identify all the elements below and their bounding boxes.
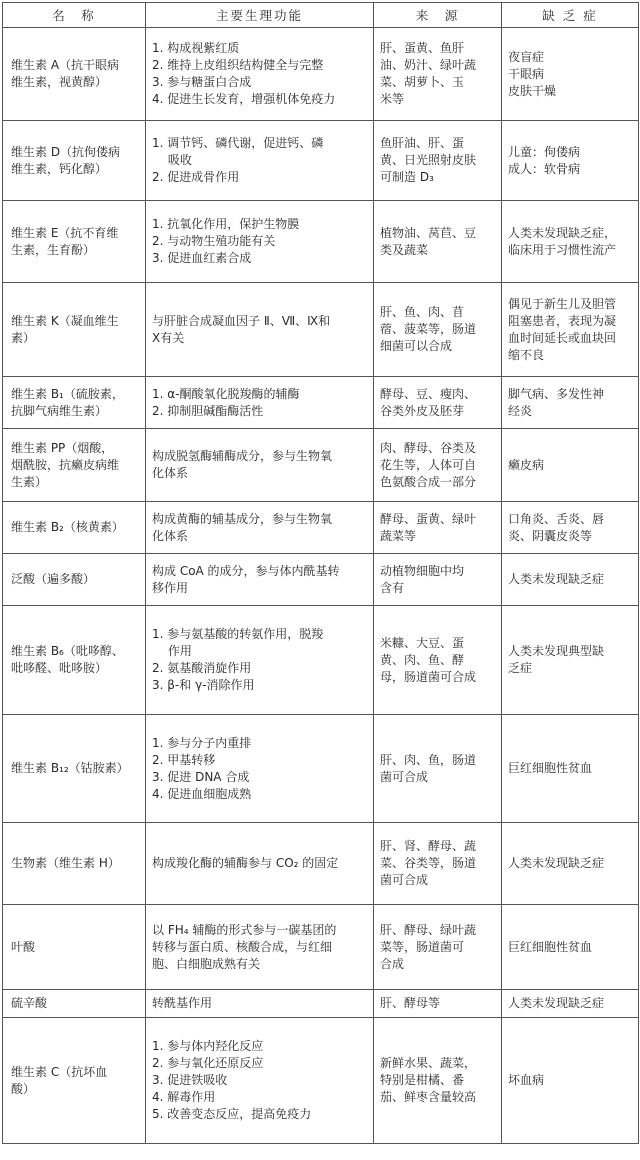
source-cell-line: 类及蔬菜 (380, 242, 429, 257)
function-cell-line: 1. 构成视紫红质 (152, 41, 240, 55)
source-cell (374, 28, 502, 121)
function-cell-line: 3. β-和 γ-消除作用 (152, 678, 255, 692)
source-cell-line: 肝、肉、鱼，肠道 (380, 752, 477, 767)
vitamin-name-line: 泛酸（遍多酸） (11, 572, 96, 586)
deficiency-cell (502, 283, 639, 377)
function-cell (146, 121, 374, 201)
function-cell-line: 2. 氨基酸消旋作用 (152, 661, 252, 675)
deficiency-cell-line: 脚气病、多发性神 (508, 386, 605, 401)
source-cell (374, 905, 502, 990)
function-cell-line: 转酰基作用 (152, 996, 213, 1010)
source-cell (374, 283, 502, 377)
table-row (3, 715, 639, 823)
deficiency-cell-line: 血时间延长或血块回 (508, 330, 617, 345)
source-cell (374, 554, 502, 606)
function-cell (146, 201, 374, 283)
table-row (3, 1018, 639, 1144)
source-cell-line: 菌可合成 (380, 873, 429, 887)
vitamin-name (3, 1018, 146, 1144)
vitamin-name-line: 硫辛酸 (11, 996, 48, 1010)
deficiency-cell-line: 经炎 (508, 403, 533, 418)
source-cell-line: 菜、胡萝卜、玉 (380, 75, 465, 89)
function-cell-line: 2. 参与氧化还原反应 (152, 1056, 264, 1070)
header-row (3, 3, 639, 28)
function-cell (146, 823, 374, 905)
function-cell-line: 转移与蛋白质、核酸合成，与红细 (152, 939, 333, 954)
function-cell-line: 1. 调节钙、磷代谢，促进钙、磷 (152, 136, 324, 150)
function-cell (146, 28, 374, 121)
header-deficiency: 缺 乏 症 (502, 3, 639, 28)
deficiency-cell (502, 990, 639, 1018)
vitamin-name-line: 维生素 B₆（吡哆醇、 (11, 644, 124, 658)
table-row (3, 283, 639, 377)
function-cell-line: 5. 改善变态反应，提高免疫力 (152, 1107, 312, 1121)
source-cell-line: 肝、鱼、肉、苜 (380, 305, 465, 319)
function-cell-line: 以 FH₄ 辅酶的形式参与一碳基团的 (152, 922, 337, 937)
source-cell-line: 油、奶汁、绿叶蔬 (380, 58, 477, 72)
deficiency-cell-line: 巨红细胞性贫血 (508, 939, 593, 954)
source-cell (374, 377, 502, 429)
function-cell-line: 3. 参与糖蛋白合成 (152, 75, 252, 89)
function-cell-line: 4. 解毒作用 (152, 1090, 216, 1104)
vitamin-name-line: 维生素 B₁₂（钴胺素） (11, 761, 129, 775)
function-cell-line: 与肝脏合成凝血因子 Ⅱ、Ⅶ、Ⅸ和 (152, 313, 331, 328)
deficiency-cell-line: 临床用于习惯性流产 (508, 242, 617, 257)
deficiency-cell (502, 201, 639, 283)
source-cell-line: 谷类外皮及胚芽 (380, 403, 465, 418)
vitamin-name (3, 823, 146, 905)
function-cell-line: 1. 抗氧化作用，保护生物膜 (152, 217, 300, 231)
table-body (3, 28, 639, 1144)
deficiency-cell-line: 人类未发现缺乏症 (508, 856, 605, 870)
table-row (3, 28, 639, 121)
deficiency-cell (502, 1018, 639, 1144)
function-cell (146, 715, 374, 823)
function-cell-line: 3. 促进 DNA 合成 (152, 769, 250, 784)
header-name: 名 称 (3, 3, 146, 28)
function-cell-line: 化体系 (152, 528, 189, 543)
function-cell (146, 554, 374, 606)
source-cell (374, 606, 502, 715)
deficiency-cell-line: 人类未发现缺乏症 (508, 572, 605, 586)
function-cell-line: 1. 参与氨基酸的转氨作用，脱羧 (152, 627, 324, 641)
vitamin-name (3, 554, 146, 606)
vitamin-name-line: 维生素 B₂（核黄素） (11, 520, 124, 534)
source-cell-line: 黄、日光照射皮肤 (380, 153, 477, 167)
vitamin-name (3, 905, 146, 990)
vitamin-name (3, 28, 146, 121)
vitamin-name-line: 维生素 E（抗不育维 (11, 225, 119, 240)
source-cell-line: 肝、蛋黄、鱼肝 (380, 41, 465, 55)
vitamin-name (3, 429, 146, 502)
deficiency-cell-line: 人类未发现缺乏症， (508, 225, 617, 240)
function-cell-line: 1. α-酮酸氧化脱羧酶的辅酶 (152, 386, 300, 401)
table-row (3, 905, 639, 990)
source-cell-line: 蔬菜等 (380, 528, 417, 543)
deficiency-cell-line: 乏症 (508, 661, 533, 675)
deficiency-cell-line: 阻塞患者，表现为凝 (508, 313, 617, 328)
source-cell-line: 茄、鲜枣含量较高 (380, 1090, 477, 1104)
function-cell (146, 502, 374, 554)
vitamin-name (3, 201, 146, 283)
vitamin-name (3, 502, 146, 554)
function-cell-line: 2. 维持上皮组织结构健全与完整 (152, 58, 324, 72)
vitamin-table (2, 2, 639, 1144)
source-cell-line: 酵母、豆、瘦肉、 (380, 386, 477, 401)
vitamin-name-line: 维生素 K（凝血维生 (11, 313, 119, 328)
vitamin-name (3, 715, 146, 823)
deficiency-cell-line: 炎、阴囊皮炎等 (508, 528, 593, 543)
deficiency-cell (502, 377, 639, 429)
table-row (3, 121, 639, 201)
table-row (3, 823, 639, 905)
vitamin-name-line: 叶酸 (11, 939, 36, 954)
function-cell-line: 构成脱氢酶辅酶成分，参与生物氧 (152, 449, 333, 463)
source-cell-line: 菜等，肠道菌可 (380, 939, 465, 954)
vitamin-name-line: 维生素，钙化醇） (11, 161, 108, 176)
vitamin-name-line: 维生素 PP（烟酸， (11, 440, 114, 455)
source-cell-line: 特别是柑橘、番 (380, 1073, 465, 1087)
function-cell (146, 283, 374, 377)
source-cell-line: 菜、谷类等，肠道 (380, 856, 477, 870)
header-source: 来 源 (374, 3, 502, 28)
source-cell-line: 鱼肝油、肝、蛋 (380, 136, 465, 150)
deficiency-cell (502, 905, 639, 990)
deficiency-cell-line: 人类未发现典型缺 (508, 644, 605, 658)
source-cell (374, 121, 502, 201)
function-cell (146, 377, 374, 429)
source-cell-line: 母，肠道菌可合成 (380, 669, 477, 684)
deficiency-cell (502, 554, 639, 606)
function-cell-line: 2. 抑制胆碱酯酶活性 (152, 403, 264, 418)
source-cell (374, 823, 502, 905)
source-cell (374, 990, 502, 1018)
deficiency-cell-line: 人类未发现缺乏症 (508, 996, 605, 1010)
function-cell-line: 胞、白细胞成熟有关 (152, 956, 261, 971)
function-cell-line: 作用 (152, 644, 192, 658)
function-cell-line: 构成黄酶的辅基成分，参与生物氧 (152, 511, 333, 526)
deficiency-cell (502, 823, 639, 905)
function-cell-line: 1. 参与体内羟化反应 (152, 1039, 264, 1053)
header-function: 主要生理功能 (146, 3, 374, 28)
vitamin-name-line: 抗脚气病维生素） (11, 403, 108, 418)
deficiency-cell-line: 巨红细胞性贫血 (508, 761, 593, 775)
vitamin-name-line: 维生素 C（抗坏血 (11, 1064, 108, 1079)
source-cell-line: 合成 (380, 956, 405, 971)
deficiency-cell-line: 癞皮病 (508, 457, 545, 472)
function-cell-line: 吸收 (152, 153, 192, 167)
function-cell-line: 3. 促进铁吸收 (152, 1073, 228, 1087)
function-cell-line: 4. 促进生长发育，增强机体免疫力 (152, 92, 336, 106)
table-row (3, 201, 639, 283)
source-cell (374, 429, 502, 502)
table-row (3, 377, 639, 429)
source-cell-line: 细菌可以合成 (380, 339, 453, 353)
function-cell-line: 2. 甲基转移 (152, 752, 216, 767)
table-row (3, 554, 639, 606)
table-row (3, 429, 639, 502)
vitamin-name (3, 377, 146, 429)
function-cell-line: 1. 参与分子内重排 (152, 735, 252, 750)
deficiency-cell (502, 715, 639, 823)
source-cell-line: 肝、酵母等 (380, 996, 441, 1010)
vitamin-name-line: 维生素 D（抗佝偻病 (11, 144, 121, 159)
deficiency-cell (502, 28, 639, 121)
vitamin-name (3, 990, 146, 1018)
source-cell-line: 新鲜水果、蔬菜， (380, 1056, 477, 1070)
function-cell-line: 化体系 (152, 466, 189, 480)
deficiency-cell (502, 429, 639, 502)
vitamin-name (3, 121, 146, 201)
deficiency-cell-line: 皮肤干燥 (508, 83, 557, 98)
table-row (3, 990, 639, 1018)
deficiency-cell (502, 606, 639, 715)
deficiency-cell (502, 121, 639, 201)
function-cell (146, 990, 374, 1018)
source-cell (374, 201, 502, 283)
deficiency-cell-line: 坏血病 (508, 1073, 545, 1087)
source-cell-line: 可制造 D₃ (380, 170, 434, 184)
source-cell-line: 肝、酵母、绿叶蔬 (380, 922, 477, 937)
function-cell-line: Ⅹ有关 (152, 330, 185, 345)
function-cell (146, 1018, 374, 1144)
vitamin-name-line: 素） (11, 330, 36, 345)
source-cell (374, 1018, 502, 1144)
vitamin-name-line: 酸） (11, 1081, 36, 1096)
deficiency-cell-line: 偶见于新生儿及胆管 (508, 296, 617, 311)
deficiency-cell (502, 502, 639, 554)
vitamin-name-line: 吡哆醛、吡哆胺） (11, 661, 108, 675)
function-cell-line: 3. 促进血红素合成 (152, 251, 252, 265)
source-cell-line: 黄、肉、鱼、酵 (380, 652, 465, 667)
source-cell-line: 动植物细胞中均 (380, 563, 465, 578)
source-cell-line: 米等 (380, 92, 405, 106)
vitamin-name (3, 283, 146, 377)
deficiency-cell-line: 干眼病 (508, 66, 545, 81)
function-cell-line: 2. 与动物生殖功能有关 (152, 234, 276, 248)
source-cell-line: 含有 (380, 580, 405, 595)
source-cell-line: 肝、肾、酵母、蔬 (380, 839, 477, 853)
deficiency-cell-line: 缩不良 (508, 347, 545, 362)
function-cell-line: 构成羧化酶的辅酶参与 CO₂ 的固定 (152, 856, 339, 870)
function-cell-line: 移作用 (152, 580, 189, 595)
deficiency-cell-line: 儿童：佝偻病 (508, 144, 581, 159)
function-cell-line: 4. 促进血细胞成熟 (152, 786, 252, 801)
source-cell-line: 蓿、菠菜等，肠道 (380, 322, 477, 336)
vitamin-name-line: 生素） (11, 474, 48, 489)
function-cell (146, 905, 374, 990)
deficiency-cell-line: 夜盲症 (508, 49, 545, 64)
source-cell (374, 502, 502, 554)
source-cell-line: 肉、酵母、谷类及 (380, 440, 477, 455)
vitamin-name-line: 维生素 B₁（硫胺素， (11, 386, 124, 401)
function-cell-line: 构成 CoA 的成分，参与体内酰基转 (152, 563, 340, 578)
vitamin-name-line: 生素，生育酚） (11, 242, 96, 257)
function-cell (146, 429, 374, 502)
source-cell-line: 菌可合成 (380, 769, 429, 784)
source-cell-line: 花生等，人体可自 (380, 457, 477, 472)
function-cell-line: 2. 促进成骨作用 (152, 170, 240, 184)
source-cell-line: 色氨酸合成一部分 (380, 474, 477, 489)
source-cell-line: 植物油、莴苣、豆 (380, 225, 477, 240)
vitamin-name-line: 生物素（维生素 H） (11, 856, 120, 870)
source-cell-line: 酵母、蛋黄、绿叶 (380, 511, 477, 526)
deficiency-cell-line: 成人：软骨病 (508, 161, 581, 176)
function-cell (146, 606, 374, 715)
vitamin-name-line: 维生素 A（抗干眼病 (11, 58, 120, 72)
deficiency-cell-line: 口角炎、舌炎、唇 (508, 511, 605, 526)
source-cell (374, 715, 502, 823)
source-cell-line: 米糠、大豆、蛋 (380, 635, 465, 650)
table-row (3, 502, 639, 554)
vitamin-name (3, 606, 146, 715)
vitamin-name-line: 烟酰胺，抗癞皮病维 (11, 457, 120, 472)
vitamin-name-line: 维生素，视黄醇） (11, 75, 108, 89)
table-row (3, 606, 639, 715)
